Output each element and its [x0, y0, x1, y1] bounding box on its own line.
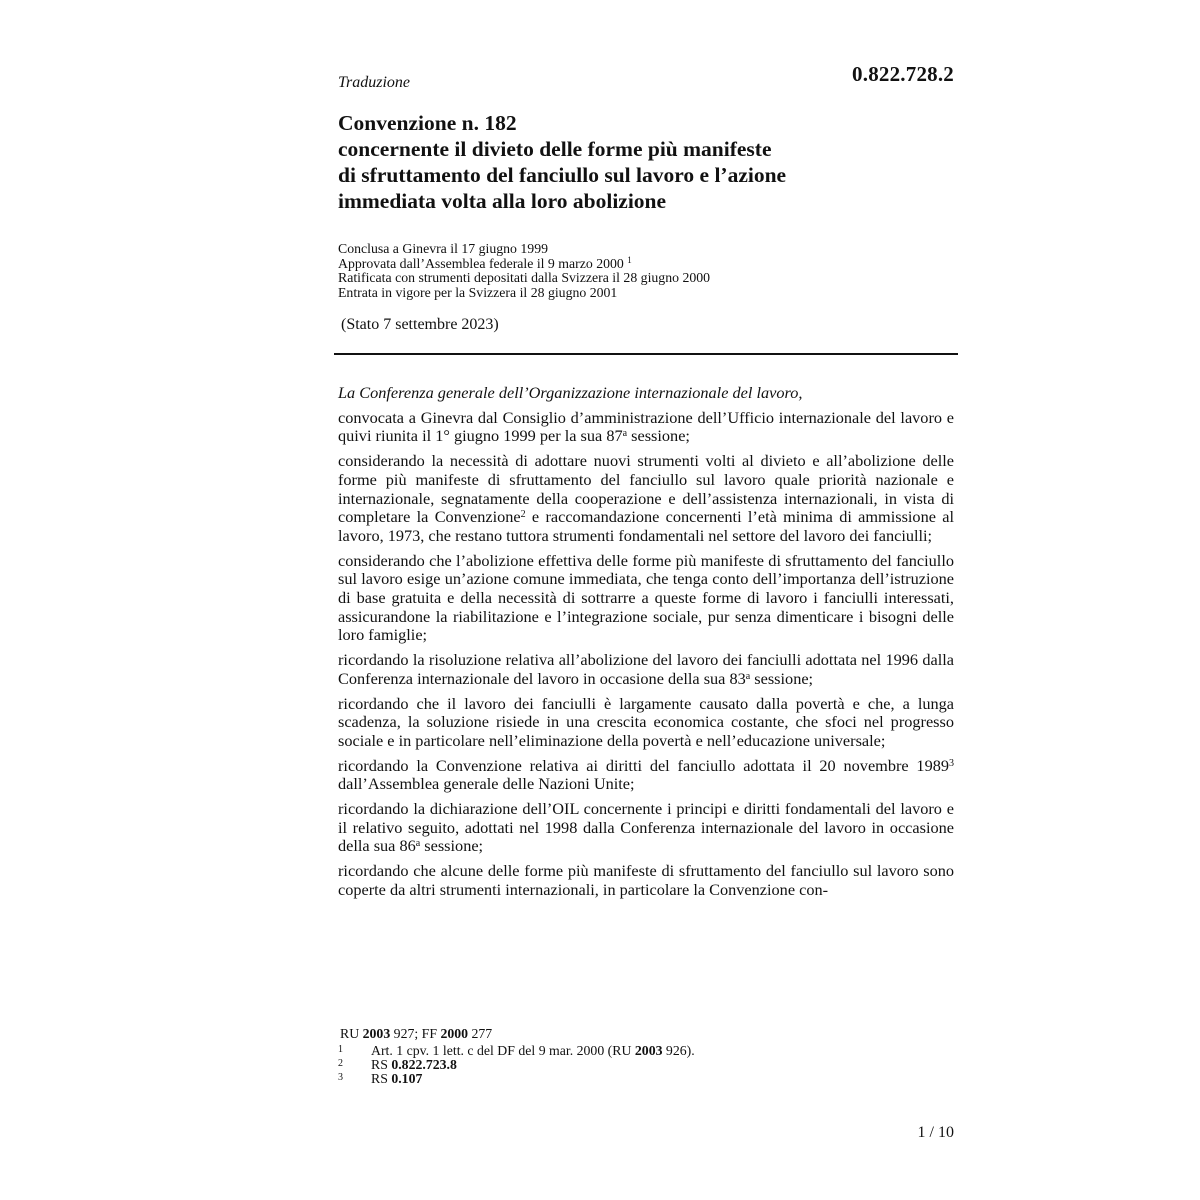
paragraph-text: ricordando la risoluzione relativa all’abolizione del lavoro dei fanciulli adottata nel 1996 dalla Conferenza internazionale del lavoro in occasione della sua 83 [338, 650, 954, 688]
paragraph-text: dall’Assemblea generale delle Nazioni Unite; [338, 774, 635, 794]
document-title [338, 110, 958, 214]
translation-label: Traduzione [338, 74, 411, 91]
ordinal-suffix: a [622, 428, 628, 440]
paragraph-text: considerando la necessità di adottare nuovi strumenti volti al divieto e all’abolizione delle forme più manifeste di sfruttamento del fanciullo sul lavoro quale priorità nazionale e internazionale, segnatamente della cooperazione e dell’assistenza internazionali, in vista di completare la Convenzione [338, 451, 954, 527]
publication-reference [340, 1027, 695, 1041]
footnote-item [338, 1058, 695, 1072]
preamble [338, 384, 954, 906]
ordinal-suffix: a [415, 838, 421, 850]
footnote-number: 1 [338, 1044, 343, 1055]
approved-line [338, 254, 710, 272]
footnote-item [338, 1072, 695, 1086]
preamble-paragraph: considerando che l’abolizione effettiva delle forme più manifeste di sfruttamento del fanciullo sul lavoro esige un’azione comune immediata, che tenga conto dell’importanza dell’istruzione di base gratuita e della necessità di sottrarre a queste forme di lavoro i fanciulli interessati, assicurandone la riabilitazione e l’integrazione sociale, pur senza dimenticare i bisogni delle loro famiglie; [338, 550, 954, 645]
footnote-link[interactable]: 0.822.723.8 [391, 1057, 457, 1072]
preamble-paragraph [338, 409, 954, 446]
paragraph-text: convocata a Ginevra dal Consiglio d’amministrazione dell’Ufficio internazionale del lavoro e quivi riunita il 1° giugno 1999 per la sua 87 [338, 407, 954, 446]
footnote-number: 2 [338, 1058, 343, 1069]
paragraph-text: e raccomandazione concernenti l’età minima di ammissione al lavoro, 1973, che restano tuttora strumenti fondamentali nel settore del lavoro dei fanciulli; [338, 507, 955, 545]
footnote-bold: 2003 [634, 1043, 663, 1058]
footnote-text-part: RS [371, 1071, 392, 1086]
footnote-link[interactable]: 0.107 [391, 1071, 423, 1086]
approved-text: Approvata dall’Assemblea federale il 9 marzo 2000 [338, 255, 624, 271]
footnote-text [371, 1058, 457, 1072]
preamble-paragraph [338, 800, 954, 856]
paragraph-text: sessione; [750, 668, 814, 688]
footnote-text-part: RS [371, 1057, 392, 1072]
paragraph-text: sessione; [420, 836, 484, 856]
footnote-text [371, 1044, 695, 1058]
ratified-line: Ratificata con strumenti depositati dalla Svizzera il 28 giugno 2000 [338, 270, 711, 286]
status-date: (Stato 7 settembre 2023) [341, 316, 499, 333]
preamble-paragraph [338, 452, 954, 546]
preamble-paragraph [338, 651, 954, 688]
footnote-item [338, 1044, 695, 1058]
ref-bold: 2003 [362, 1026, 391, 1041]
paragraph-text: sessione; [627, 426, 690, 446]
ref-bold: 2000 [440, 1026, 469, 1041]
footnote-text-part: Art. 1 cpv. 1 lett. c del DF del 9 mar. 2000 (RU [371, 1043, 635, 1058]
preamble-intro: La Conferenza generale dell’Organizzazione internazionale del lavoro, [338, 383, 803, 402]
preamble-paragraph [338, 757, 954, 794]
enactment-metadata [338, 242, 710, 300]
paragraph-text: ricordando la dichiarazione dell’OIL concernente i principi e diritti fondamentali del lavoro e il relativo seguito, adottati nel 1998 dalla Conferenza internazionale del lavoro in occasione della sua 86 [338, 799, 954, 856]
footnote-text [371, 1072, 422, 1086]
in-force-line: Entrata in vigore per la Svizzera il 28 giugno 2001 [338, 284, 618, 300]
footnotes [338, 1027, 695, 1086]
ref-text: 277 [468, 1026, 493, 1041]
header-divider [334, 353, 958, 355]
footnote-ref[interactable]: 3 [949, 757, 954, 769]
preamble-paragraph: ricordando che alcune delle forme più manifeste di sfruttamento del fanciullo sul lavoro sono coperte da altri strumenti internazionali, in particolare la Convenzione con- [338, 861, 954, 899]
footnote-text-part: 926). [662, 1043, 695, 1058]
concluded-line: Conclusa a Ginevra il 17 giugno 1999 [338, 241, 548, 256]
footnote-ref[interactable]: 2 [520, 509, 526, 521]
ref-text: RU [340, 1026, 363, 1041]
title-line: di sfruttamento del fanciullo sul lavoro e l’azione [338, 163, 787, 187]
title-line: Convenzione n. 182 [338, 111, 517, 135]
page-number: 1 / 10 [917, 1124, 954, 1141]
title-line: concernente il divieto delle forme più manifeste [338, 137, 772, 161]
sr-number: 0.822.728.2 [852, 62, 954, 86]
footnote-number: 3 [338, 1072, 343, 1083]
paragraph-text: ricordando la Convenzione relativa ai diritti del fanciullo adottata il 20 novembre 1989 [338, 755, 949, 775]
preamble-paragraph: ricordando che il lavoro dei fanciulli è largamente causato dalla povertà e che, a lunga scadenza, la soluzione risiede in una crescita economica costante, che sfoci nel progresso sociale e in particolare nell’eliminazione della povertà e nell’educazione universale; [338, 693, 954, 750]
footnote-ref[interactable]: 1 [627, 254, 632, 265]
ref-text: 927; FF [390, 1026, 441, 1041]
title-line: immediata volta alla loro abolizione [338, 189, 667, 213]
ordinal-suffix: a [745, 670, 751, 682]
